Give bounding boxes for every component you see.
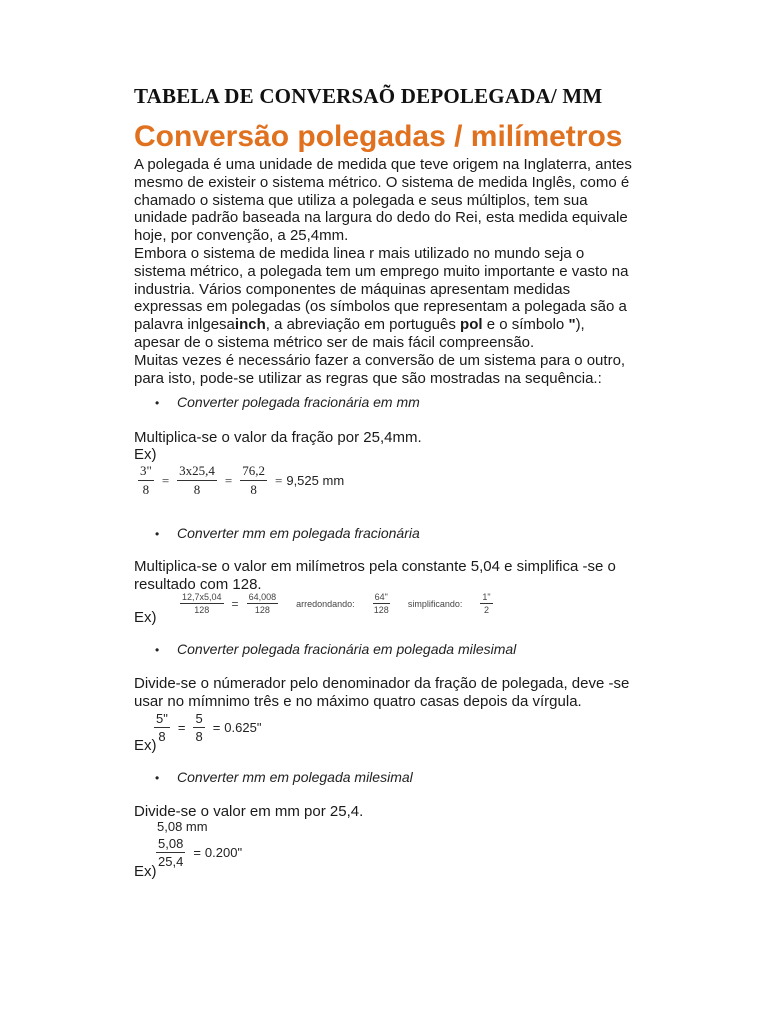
equals-sign: = — [177, 720, 186, 735]
inch-term: inch — [234, 316, 266, 334]
equals-sign: = — [224, 472, 233, 488]
intro-paragraph-2 — [134, 245, 634, 352]
equals-sign: = — [212, 720, 221, 735]
fraction: $\frac{76,2}{8}$ — [242, 463, 265, 497]
rule-text-3: Divide-se o númerador pelo denominador da fração de polegada, deve -se usar no mímnimo três e no máximo quatro casas depois da vírgula. — [134, 675, 630, 710]
formula-result: 9,525 mm — [286, 473, 345, 488]
formula-4 — [152, 836, 242, 869]
example-label-3: Ex) — [134, 737, 157, 754]
fraction: $\frac{3"}{8}$ — [140, 463, 152, 497]
equals-sign: = — [193, 845, 201, 860]
bullet-dot: • — [155, 396, 160, 410]
intro-p2-text-b: , a abreviação em português — [265, 316, 461, 334]
rule-text-1: Multiplica-se o valor da fração por 25,4mm. — [134, 429, 422, 446]
bullet-item-3 — [155, 641, 516, 657]
rule-text-2: Multiplica-se o valor em milímetros pela constante 5,04 e simplifica -se o resultado com 128. — [134, 558, 616, 593]
bullet-item-4 — [155, 769, 413, 785]
formula-result: 0.625" — [224, 720, 262, 735]
intro-paragraph-1: A polegada é uma unidade de medida que teve origem na Inglaterra, antes mesmo de existeir o sistema métrico. O sistema de medida Inglês, como é chamado o sistema que utiliza a polegada e seus múltiplos, tem sua unidade padrão baseada na largura do dedo do Rei, esta medida equivale hoje, por convenção, a 25,4mm. — [134, 156, 632, 245]
formula-3 — [150, 711, 261, 744]
formula-2 — [176, 592, 497, 615]
rounding-label: arredondando: — [296, 598, 355, 609]
rule-text-4: Divide-se o valor em mm por 25,4. — [134, 803, 364, 820]
example-label-4: Ex) — [134, 863, 157, 880]
equals-sign: = — [275, 472, 283, 488]
formula-1 — [134, 463, 344, 498]
fraction: $\frac{5}{8}$ — [195, 711, 203, 744]
bullet-item-1 — [155, 394, 420, 410]
bullet-dot: • — [155, 643, 160, 657]
example-label-2: Ex) — [134, 609, 157, 626]
intro-text — [134, 156, 634, 387]
fraction: $\frac{12,7x5,04}{128}$ — [182, 592, 222, 615]
fraction: $\frac{5,08}{25,4}$ — [158, 836, 184, 869]
equals-sign: = — [161, 472, 170, 488]
section-heading: Conversão polegadas / milímetros — [134, 120, 623, 153]
fraction: $\frac{1"}{2}$ — [482, 592, 491, 615]
fraction: $\frac{64"}{128}$ — [373, 592, 389, 615]
bullet-label: Converter polegada fracionária em polegada milesimal — [177, 641, 517, 657]
intro-p2-text-c: e o símbolo — [482, 316, 569, 334]
fraction: $\frac{5"}{8}$ — [156, 711, 168, 744]
bullet-label: Converter polegada fracionária em mm — [177, 394, 420, 410]
intro-paragraph-3: Muitas vezes é necessário fazer a conversão de um sistema para o outro, para isto, pode-se utilizar as regras que são mostradas na sequência.: — [134, 351, 626, 387]
bullet-label: Converter mm em polegada fracionária — [177, 525, 420, 541]
bullet-label: Converter mm em polegada milesimal — [177, 769, 413, 785]
example-label-1: Ex) — [134, 446, 157, 463]
simplifying-label: simplificando: — [407, 598, 463, 609]
fraction: $\frac{64,008}{128}$ — [248, 592, 277, 615]
fraction: $\frac{3x25,4}{8}$ — [179, 463, 215, 497]
bullet-dot: • — [155, 771, 160, 785]
pol-term: pol — [460, 316, 483, 334]
bullet-dot: • — [155, 527, 160, 541]
intro-p2-text-d: ), apesar de o sistema métrico ser de mais fácil compreensão. — [134, 316, 585, 351]
formula-result: 0.200" — [204, 845, 243, 860]
formula-4-line1: 5,08 mm — [157, 819, 208, 834]
inch-symbol: " — [568, 316, 576, 334]
intro-p2-text-a: Embora o sistema de medida linea r mais utilizado no mundo seja o sistema métrico, a polegada tem um emprego muito importante e vasto na industria. Vários componentes de máquinas apresentam medidas expressas em polegadas (os símbolos que representam a polegada são a palavra inlgesa — [134, 244, 629, 334]
document-title: TABELA DE CONVERSAÕ DEPOLEGADA/ MM — [134, 84, 603, 108]
equals-sign: = — [231, 596, 239, 611]
bullet-item-2 — [155, 525, 420, 541]
